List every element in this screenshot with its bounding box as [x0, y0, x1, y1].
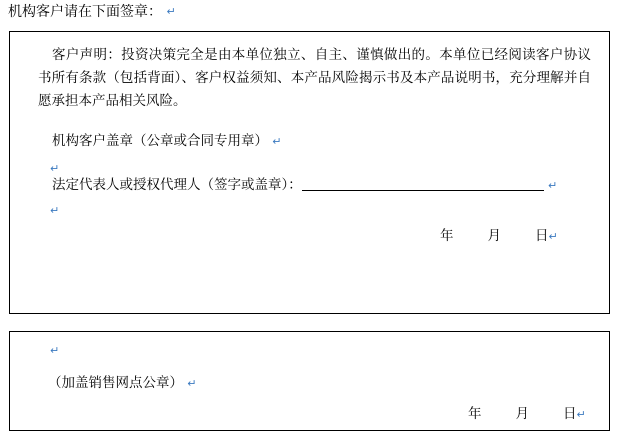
paragraph-mark-icon: ↵ — [166, 5, 176, 18]
branch-stamp-label: （加盖销售网点公章） — [48, 375, 183, 391]
date-month-label: 月 — [515, 406, 529, 422]
date-month-label: 月 — [487, 228, 501, 244]
paragraph-mark-icon: ↵ — [548, 230, 558, 243]
signature-date-line — [440, 224, 558, 244]
page-title-text: 机构客户请在下面签章： — [8, 4, 162, 20]
blank-paragraph-mark-icon: ↵ — [50, 204, 60, 217]
page-title — [8, 2, 176, 22]
paragraph-mark-icon: ↵ — [576, 408, 586, 421]
representative-signature-line — [38, 174, 590, 197]
date-year-label: 年 — [440, 228, 454, 244]
blank-paragraph-mark-icon: ↵ — [50, 162, 60, 175]
branch-stamp-note — [48, 372, 197, 395]
date-day-label: 日 — [563, 406, 577, 422]
date-day-label: 日 — [535, 228, 549, 244]
paragraph-mark-icon: ↵ — [187, 377, 197, 390]
representative-label: 法定代表人或授权代理人（签字或盖章）： — [52, 177, 302, 193]
blank-paragraph-mark-icon: ↵ — [50, 344, 60, 357]
branch-date-line — [468, 402, 586, 422]
signature-underline[interactable] — [302, 175, 544, 191]
paragraph-mark-icon: ↵ — [548, 179, 558, 192]
organization-seal-label: 机构客户盖章（公章或合同专用章） — [52, 133, 268, 149]
date-year-label: 年 — [468, 406, 482, 422]
declaration-text: 客户声明：投资决策完全是由本单位独立、自主、谨慎做出的。本单位已经阅读客户协议书所有条款（包括背面）、客户权益须知、本产品风险揭示书及本产品说明书，充分理解并自愿承担本产品相关风险。 — [38, 47, 591, 109]
client-declaration-box — [9, 31, 610, 314]
paragraph-mark-icon: ↵ — [272, 135, 282, 148]
organization-seal-line — [38, 130, 578, 153]
branch-stamp-box — [9, 331, 610, 431]
